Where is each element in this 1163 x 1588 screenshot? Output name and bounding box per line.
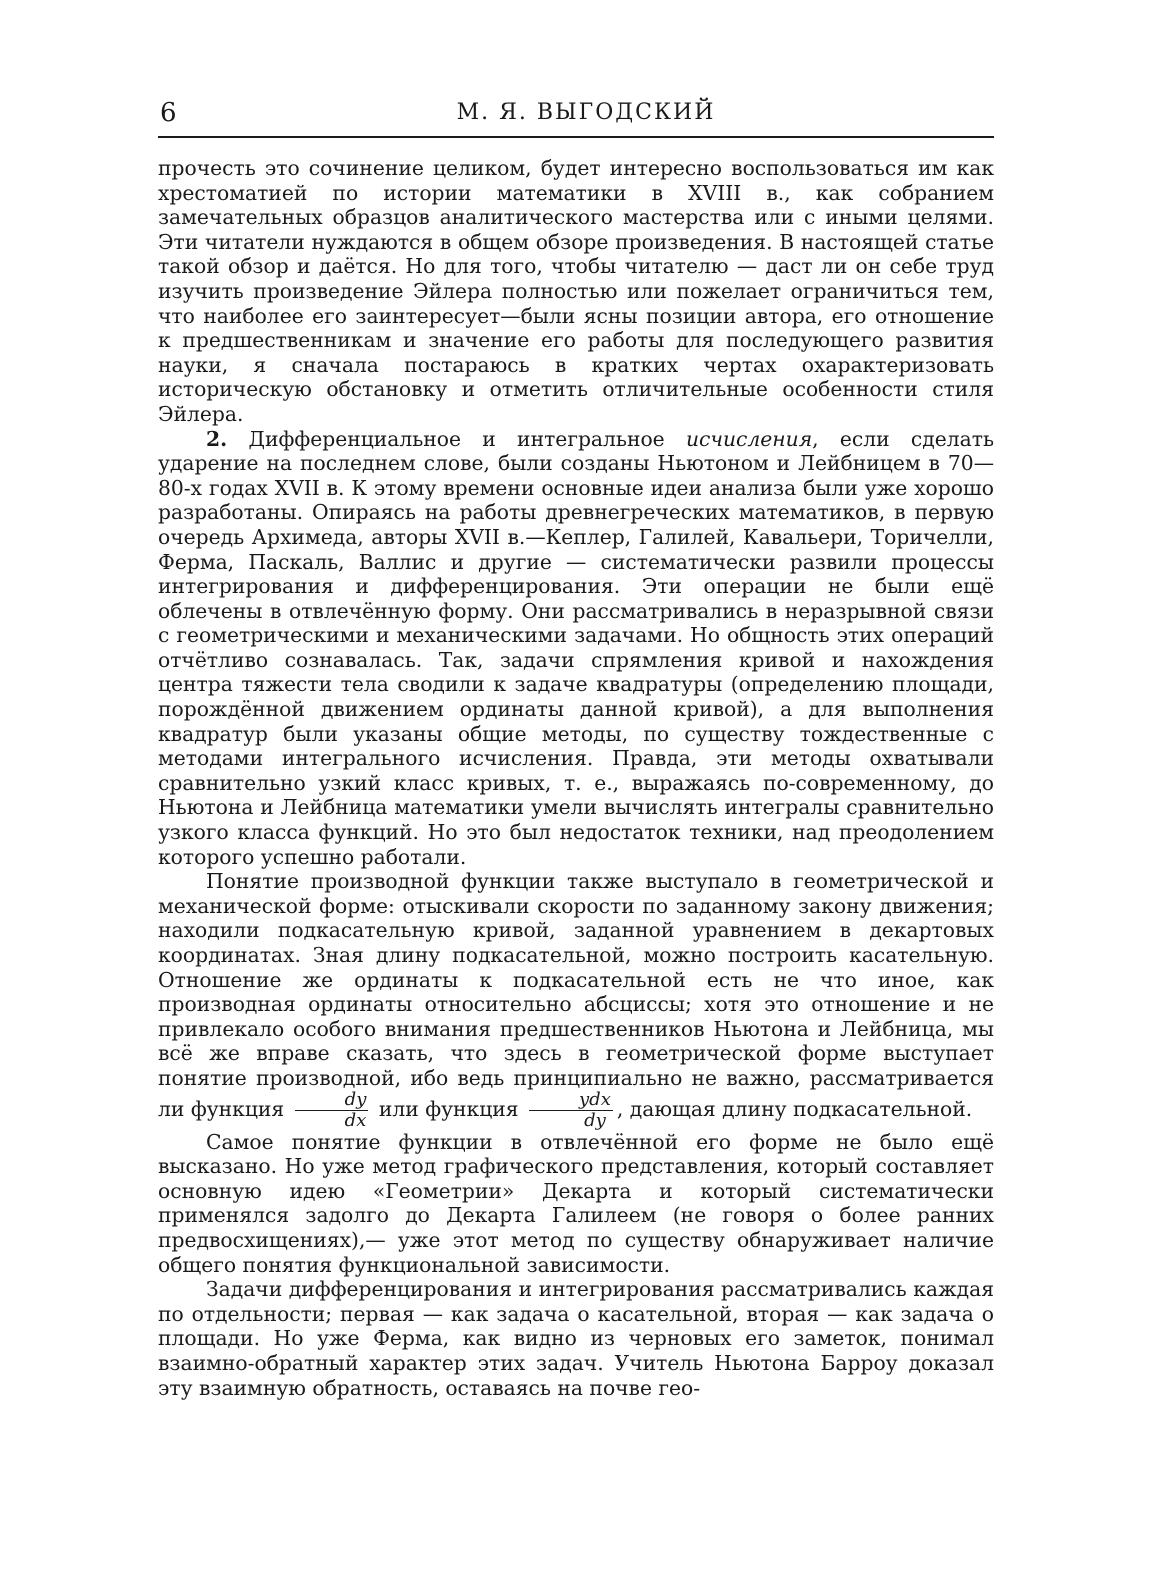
fraction-numerator: ydx bbox=[529, 1091, 613, 1111]
page-number: 6 bbox=[160, 98, 177, 128]
paragraph-text: или функция bbox=[378, 1096, 519, 1121]
paragraph-differentiation-integration: Задачи дифференцирования и интегрирования рассматривались каждая по отдельности; первая — как задача о касательной, вторая — как задача о площади. Но уже Ферма, как видно из черновых его заметок, понимал взаимно-обратный характер этих задач. Учитель Ньютона Барроу доказал эту взаимную обратность, оставаясь на почве гео- bbox=[158, 1277, 994, 1400]
body-text bbox=[158, 156, 994, 1400]
fraction-ydx-dy bbox=[529, 1088, 613, 1131]
running-header bbox=[158, 96, 994, 138]
paragraph-text: , дающая длину подкасательной. bbox=[616, 1096, 973, 1121]
section-number: 2. bbox=[206, 426, 228, 451]
paragraph-text: , если сделать ударение на последнем слове, были созданы Ньютоном и Лейбницем в 70—80-х годах XVII в. К этому времени основные идеи анализа были уже хорошо разработаны. Опираясь на работы древнегреческих математиков, в первую очередь Архимеда, авторы XVII в.—Кеплер, Галилей, Кавальери, Торичелли, Ферма, Паскаль, Валлис и другие — систематически развили процессы интегрирования и дифференцирования. Эти операции не были ещё облечены в отвлечённую форму. Они рассматривались в неразрывной связи с геометрическими и механическими задачами. Но общность этих операций отчётливо сознавалась. Так, задачи спрямления кривой и нахождения центра тяжести тела сводили к задаче квадратуры (определению площади, порождённой движением ординаты данной кривой), а для выполнения квадратур были указаны общие методы, по существу тождественные с методами интегрального исчисления. Правда, эти методы охватывали сравнительно узкий класс кривых, т. е., выражаясь по-современному, до Ньютона и Лейбница математики умели вычислять интегралы сравнительно узкого класса функций. Но это был недостаток техники, над преодолением которого успешно работали. bbox=[158, 426, 994, 869]
paragraph-text: Понятие производной функции также выступало в геометрической и механической форме: отыскивали скорости по заданному закону движения; находили подкасательную кривой, заданной уравнением в декартовых координатах. Зная длину подкасательной, можно построить касательную. Отношение же ординаты к подкасательной есть не что иное, как производная ординаты относительно абсциссы; хотя это отношение и не привлекало особого внимания предшественников Ньютона и Лейбница, мы всё же вправе сказать, что здесь в геометрической форме выступает понятие производной, ибо ведь принципиально не важно, рассматривается ли функция bbox=[158, 869, 994, 1121]
paragraph-derivative bbox=[158, 869, 994, 1129]
fraction-numerator: dy bbox=[295, 1091, 369, 1111]
paragraph-text: Дифференциальное и интегральное bbox=[248, 426, 665, 451]
fraction-dy-dx bbox=[295, 1088, 369, 1131]
paragraph-section-2 bbox=[158, 427, 994, 870]
running-head-title: М. Я. ВЫГОДСКИЙ bbox=[456, 100, 716, 125]
emphasis-text: исчисления bbox=[685, 426, 813, 451]
paragraph-function-concept: Самое понятие функции в отвлечённой его форме не было ещё высказано. Но уже метод графического представления, который составляет основную идею «Геометрии» Декарта и который систематически применялся задолго до Декарта Галилеем (не говоря о более ранних предвосхищениях),— уже этот метод по существу обнаруживает наличие общего понятия функциональной зависимости. bbox=[158, 1129, 994, 1277]
fraction-denominator: dx bbox=[344, 1109, 367, 1131]
paragraph-continuation: прочесть это сочинение целиком, будет интересно воспользоваться им как хрестоматией по истории математики в XVIII в., как собранием замечательных образцов аналитического мастерства или с иными целями. Эти читатели нуждаются в общем обзоре произведения. В настоящей статье такой обзор и даётся. Но для того, чтобы читателю — даст ли он себе труд изучить произведение Эйлера полностью или пожелает ограничиться тем, что наиболее его заинтересует—были ясны позиции автора, его отношение к предшественникам и значение его работы для последующего развития науки, я сначала постараюсь в кратких чертах охарактеризовать историческую обстановку и отметить отличительные особенности стиля Эйлера. bbox=[158, 156, 994, 426]
book-page bbox=[158, 96, 994, 1566]
fraction-denominator: dy bbox=[584, 1109, 606, 1131]
